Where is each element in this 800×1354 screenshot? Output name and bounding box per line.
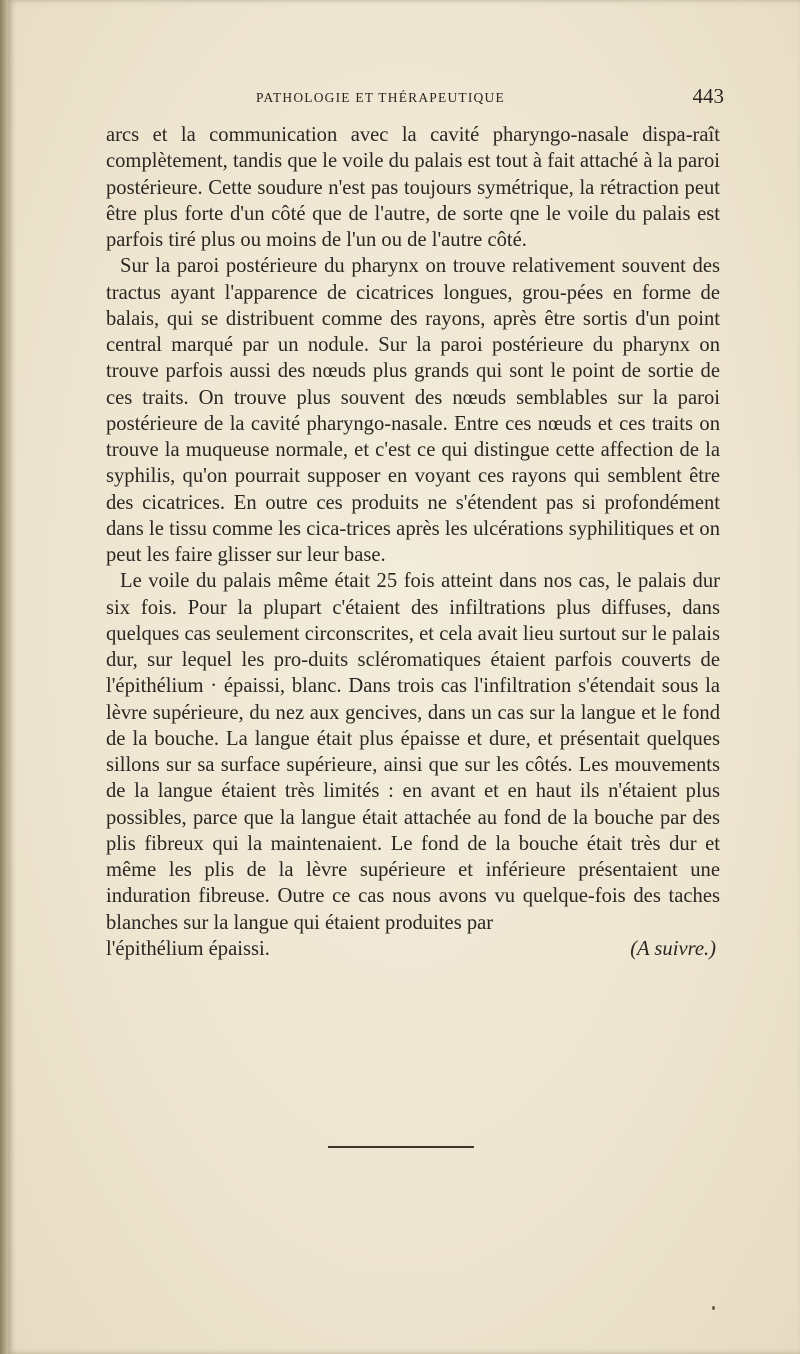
running-title: PATHOLOGIE ET THÉRAPEUTIQUE (256, 90, 505, 105)
running-head (104, 84, 724, 112)
paragraph-3-final-line: l'épithélium épaissi. (106, 937, 270, 960)
paragraph-2: Sur la paroi postérieure du pharynx on trouve relativement souvent des tractus ayant l'apparence de cicatrices longues, grou-pées en forme de balais, qui se distribuent comme des rayons, après être sortis d'un point central marqué par un nodule. Sur la paroi postérieure du pharynx on trouve parfois aussi des nœuds plus grands qui sont le point de sortie de ces traits. On trouve plus souvent des nœuds semblables sur la paroi postérieure de la cavité pharyngo-nasale. Entre ces nœuds et ces traits on trouve la muqueuse normale, et c'est ce qui distingue cette affection de la syphilis, qu'on pourrait supposer en voyant ces rayons qui semblent être des cicatrices. En outre ces produits ne s'étendent pas si profondément dans le tissu comme les cica-trices après les ulcérations syphilitiques et on peut les faire glisser sur leur base. (106, 255, 720, 566)
body-text (106, 122, 720, 962)
book-page (8, 0, 800, 1354)
paragraph-1: arcs et la communication avec la cavité pharyngo-nasale dispa-raît complètement, tandis que le voile du palais est tout à fait attaché à la paroi postérieure. Cette soudure n'est pas toujours symétrique, la rétraction peut être plus forte d'un côté que de l'autre, de sorte qne le voile du palais est parfois tiré plus ou moins de l'un ou de l'autre côté. (106, 124, 720, 251)
to-be-continued-note: (A suivre.) (630, 937, 716, 960)
paper-speck (712, 1306, 715, 1310)
closing-line (106, 936, 720, 962)
page-number: 443 (692, 84, 724, 108)
paragraph-3: Le voile du palais même était 25 fois atteint dans nos cas, le palais dur six fois. Pour la plupart c'étaient des infiltrations plus diffuses, dans quelques cas seulement circonscrites, et cela avait lieu surtout sur le palais dur, sur lequel les pro-duits scléromatiques étaient parfois couverts de l'épithélium · épaissi, blanc. Dans trois cas l'infiltration s'étendait sous la lèvre supérieure, du nez aux gencives, dans un cas sur la langue et le fond de la bouche. La langue était plus épaisse et dure, et présentait quelques sillons sur sa surface supérieure, ainsi que sur les côtés. Les mouvements de la langue étaient très limités : en avant et en haut ils n'étaient plus possibles, parce que la langue était attachée au fond de la bouche par des plis fibreux qui la maintenaient. Le fond de la bouche était très dur et même les plis de la lèvre supérieure et inférieure présentaient une induration fibreuse. Outre ce cas nous avons vu quelque-fois des taches blanches sur la langue qui étaient produites par (106, 570, 720, 934)
binding-gutter (0, 0, 8, 1354)
section-end-rule (328, 1146, 474, 1148)
